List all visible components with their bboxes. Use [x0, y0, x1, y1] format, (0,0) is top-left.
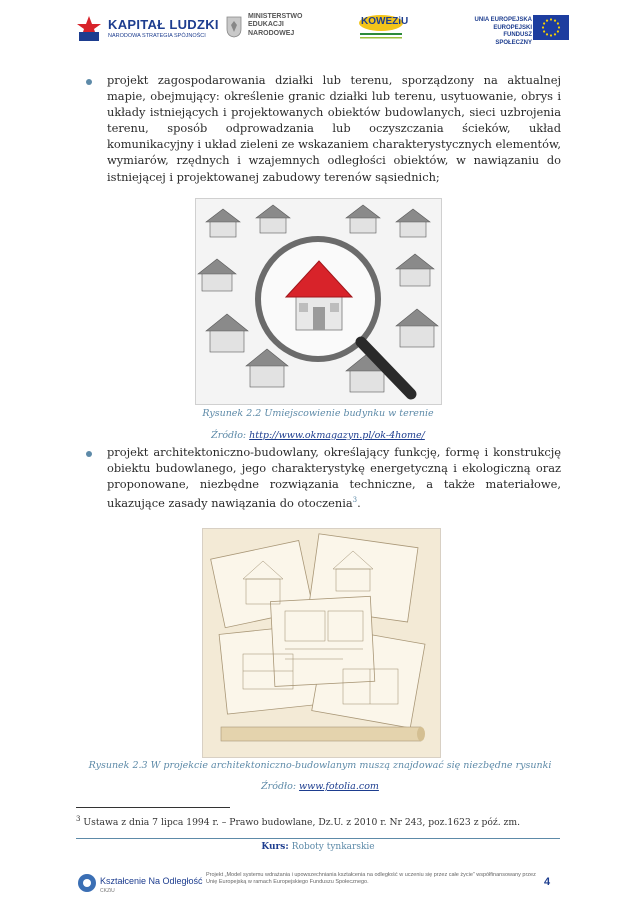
page-number: 4: [544, 876, 551, 888]
bullet-point: [86, 451, 92, 457]
kowezu-title: KOWEZiU: [361, 16, 409, 27]
source-link[interactable]: www.fotolia.com: [299, 781, 379, 792]
eu-flag-icon: [533, 15, 569, 40]
figure-architectural-drawings-image: [202, 528, 441, 758]
ministry-emblem-icon: [226, 16, 242, 38]
knd-title: Kształcenie Na Odległość: [100, 876, 203, 886]
ministry-logo-text: MINISTERSTWO EDUKACJI NARODOWEJ: [248, 13, 303, 37]
kapital-ludzki-title: KAPITAŁ LUDZKI: [108, 17, 219, 32]
project-funding-text: Projekt „Model systemu wdrażania i upowszechniania kształcenia na odległość w uczeniu się przez całe życie” współfinansowany przez Unię Europejską w ramach Europejskiego Funduszu Społecznego.: [206, 872, 536, 885]
footer-divider: [76, 838, 560, 839]
figure-caption: Rysunek 2.2 Umiejscowienie budynku w terenie: [202, 408, 434, 419]
figure-source: Źródło: www.fotolia.com: [261, 781, 379, 792]
course-label: Kurs: Roboty tynkarskie: [261, 842, 375, 852]
bullet-point: [86, 79, 92, 85]
figure-house-location-image: [195, 198, 442, 405]
knd-subtitle: CKZiU: [100, 888, 115, 894]
footnote-ref[interactable]: 3: [352, 496, 358, 505]
rolled-paper-icon: [221, 727, 425, 741]
eu-fund-text: UNIA EUROPEJSKA EUROPEJSKI FUNDUSZ SPOŁECZNY: [474, 17, 532, 46]
figure-caption: Rysunek 2.3 W projekcie architektoniczno-budowlanym muszą znajdować się niezbędne rysunki: [88, 760, 552, 771]
source-link[interactable]: http://www.okmagazyn.pl/ok-4home/: [249, 430, 425, 441]
footnote-divider: [76, 807, 230, 808]
figure-source: Źródło: http://www.okmagazyn.pl/ok-4home/: [211, 430, 425, 441]
kapital-ludzki-star-icon: [76, 14, 102, 42]
paragraph-architectural-design: projekt architektoniczno-budowlany, określający funkcję, formę i konstrukcję obiektu budowlanego, jego charakterystykę energetyczną i ekologiczną oraz proponowane, niezbędne rozwiązania techniczne, a także materiałowe, ukazujące zasady nawiązania do otoczenia$^3$.: [107, 445, 561, 511]
kapital-ludzki-subtitle: NARODOWA STRATEGIA SPÓJNOŚCI: [108, 33, 206, 39]
paragraph-site-plan: projekt zagospodarowania działki lub terenu, sporządzony na aktualnej mapie, obejmujący: określenie granic działki lub terenu, usytuowanie, obrys i układy istniejących i projektowanych obiektów budowlanych, sieci uzbrojenia terenu, sposób odprowadzania lub oczyszczania ścieków, układ komunikacyjny i układ zieleni ze wskazaniem charakterystycznych elementów, wymiarów, rzędnych i wzajemnych odległości obiektów, w nawiązaniu do istniejącej i projektowanej zabudowy terenów sąsiednich;: [107, 73, 561, 184]
knd-logo-icon: [76, 873, 98, 893]
footnote: $^3$ Ustawa z dnia 7 lipca 1994 r. – Prawo budowlane, Dz.U. z 2010 r. Nr 243, poz.1623 z póź. zm.: [76, 815, 521, 829]
